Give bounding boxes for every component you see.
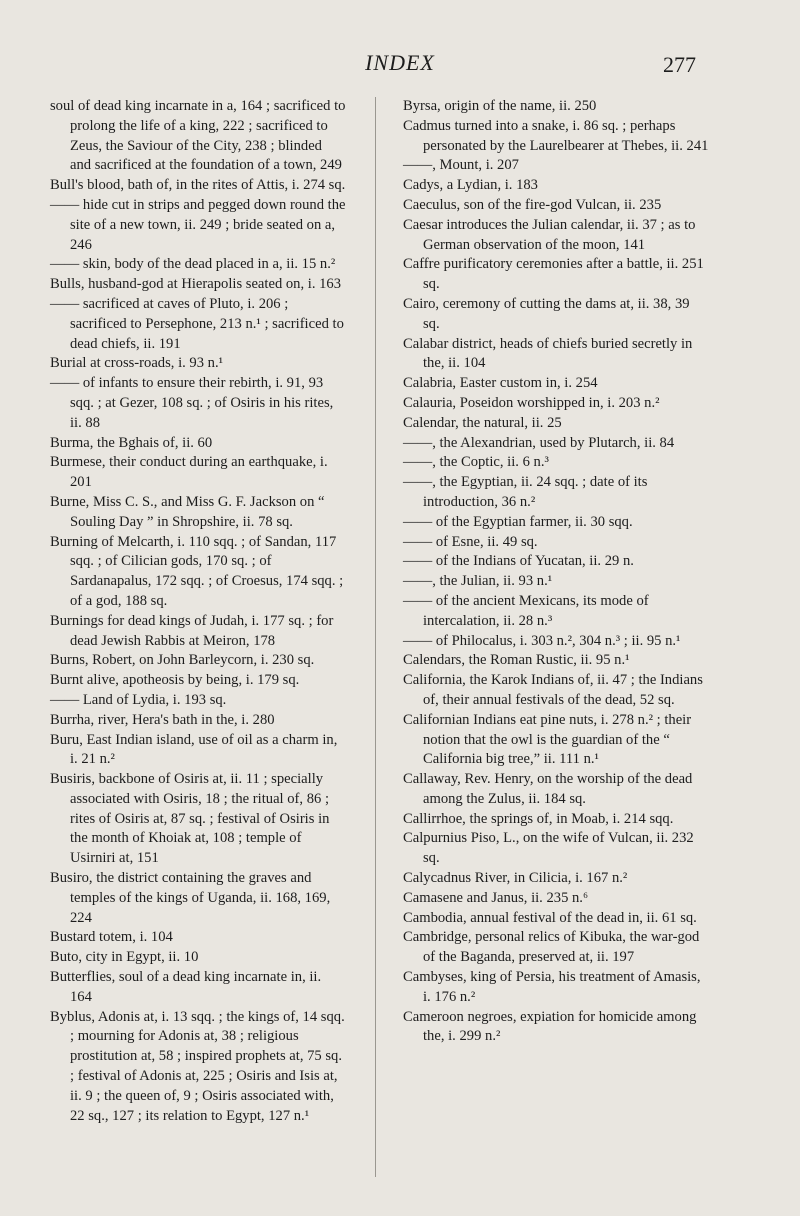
index-entry: Burial at cross-roads, i. 93 n.¹ — [50, 355, 223, 372]
index-entry: —— of infants to ensure their rebirth, i. 91, 93 sqq. ; at Gezer, 108 sq. ; of Osiris in his rites, ii. 88 — [50, 375, 334, 431]
index-entry: —— skin, body of the dead placed in a, ii. 15 n.² — [50, 256, 336, 273]
index-entry: Camasene and Janus, ii. 235 n.⁶ — [403, 889, 589, 906]
index-entry: —— sacrificed at caves of Pluto, i. 206 ; sacrificed to Persephone, 213 n.¹ ; sacrificed to dead chiefs, ii. 191 — [50, 295, 344, 352]
index-entry: —— of the Indians of Yucatan, ii. 29 n. — [403, 553, 634, 570]
index-entry: Calendars, the Roman Rustic, ii. 95 n.¹ — [403, 652, 630, 669]
index-entry: Busiris, backbone of Osiris at, ii. 11 ; specially associated with Osiris, 18 ; the ritual of, 86 ; rites of Osiris at, 87 sq. ; festival of Osiris in the month of Khoiak at, 108 ; temple of Usirniri at, 151 — [50, 771, 330, 867]
index-entry: Burrha, river, Hera's bath in the, i. 280 — [50, 711, 275, 728]
index-entry: Calycadnus River, in Cilicia, i. 167 n.² — [403, 870, 628, 887]
index-entry: Calabria, Easter custom in, i. 254 — [403, 375, 598, 392]
index-entry: Cadmus turned into a snake, i. 86 sq. ; perhaps personated by the Laurelbearer at Thebes, ii. 241 — [403, 117, 709, 154]
running-title: INDEX — [365, 50, 435, 75]
index-entry: Butterflies, soul of a dead king incarnate in, ii. 164 — [50, 969, 322, 1005]
index-entry: —— Land of Lydia, i. 193 sq. — [50, 691, 227, 708]
index-entry: Caffre purificatory ceremonies after a battle, ii. 251 sq. — [403, 256, 704, 293]
index-entry: Californian Indians eat pine nuts, i. 278 n.² ; their notion that the owl is the guardian of the “ California big tree,” ii. 111 n.¹ — [403, 711, 692, 768]
index-entry: Byblus, Adonis at, i. 13 sqq. ; the kings of, 14 sqq. ; mourning for Adonis at, 38 ; religious prostitution at, 58 ; inspired prophets at, 75 sq. ; festival of Adonis at, 225 ; Osiris and Isis at, ii. 9 ; the queen of, 9 ; Osiris associated with, 22 sq., 127 ; its relation to Egypt, 127 n.¹ — [50, 1008, 345, 1124]
index-entry: Cairo, ceremony of cutting the dams at, ii. 38, 39 sq. — [403, 295, 690, 332]
index-entry: ——, the Alexandrian, used by Plutarch, ii. 84 — [403, 434, 675, 451]
index-entry: ——, the Coptic, ii. 6 n.³ — [403, 454, 549, 471]
index-entry: ——, the Julian, ii. 93 n.¹ — [403, 573, 553, 590]
page-number: 277 — [663, 52, 696, 77]
index-entry: Bull's blood, bath of, in the rites of Attis, i. 274 sq. — [50, 177, 346, 194]
index-entry: Burne, Miss C. S., and Miss G. F. Jackson on “ Souling Day ” in Shropshire, ii. 78 sq. — [50, 493, 325, 530]
index-entry: Cameroon negroes, expiation for homicide among the, i. 299 n.² — [403, 1008, 697, 1045]
index-entry: Cadys, a Lydian, i. 183 — [403, 177, 538, 194]
index-entry: Caeculus, son of the fire-god Vulcan, ii. 235 — [403, 196, 662, 213]
index-entry: ——, Mount, i. 207 — [403, 157, 519, 174]
index-entry: —— hide cut in strips and pegged down round the site of a new town, ii. 249 ; bride seated on a, 246 — [50, 196, 346, 253]
index-entry: —— of Esne, ii. 49 sq. — [403, 533, 538, 550]
index-entry: Burma, the Bghais of, ii. 60 — [50, 434, 213, 451]
running-head — [0, 50, 800, 80]
index-entry: soul of dead king incarnate in a, 164 ; sacrificed to prolong the life of a king, 222 ; sacrificed to Zeus, the Saviour of the City, 238 ; blinded and sacrificed at the foundation of a town, 249 — [50, 98, 346, 174]
index-entry: Burnings for dead kings of Judah, i. 177 sq. ; for dead Jewish Rabbis at Meiron, 178 — [50, 612, 334, 649]
index-entry: —— of the ancient Mexicans, its mode of intercalation, ii. 28 n.³ — [403, 592, 649, 629]
index-entry: California, the Karok Indians of, ii. 47 ; the Indians of, their annual festivals of the dead, 52 sq. — [403, 672, 703, 708]
index-entry: Byrsa, origin of the name, ii. 250 — [403, 98, 597, 114]
index-entry: Buto, city in Egypt, ii. 10 — [50, 949, 199, 966]
index-entry: Cambodia, annual festival of the dead in, ii. 61 sq. — [403, 909, 697, 926]
index-entry: Bustard totem, i. 104 — [50, 929, 173, 946]
index-entry: Callirrhoe, the springs of, in Moab, i. 214 sqq. — [403, 810, 674, 827]
index-entry: Cambyses, king of Persia, his treatment of Amasis, i. 176 n.² — [403, 969, 701, 1005]
index-entry: Calabar district, heads of chiefs buried secretly in the, ii. 104 — [403, 335, 693, 372]
index-entry: Cambridge, personal relics of Kibuka, the war-god of the Baganda, preserved at, ii. 197 — [403, 929, 700, 966]
index-entry: Buru, East Indian island, use of oil as a charm in, i. 21 n.² — [50, 731, 338, 768]
index-column-right — [403, 97, 709, 1047]
index-entry: Calpurnius Piso, L., on the wife of Vulcan, ii. 232 sq. — [403, 830, 694, 867]
index-entry: Calendar, the natural, ii. 25 — [403, 414, 562, 431]
index-entry: Caesar introduces the Julian calendar, ii. 37 ; as to German observation of the moon, 141 — [403, 216, 696, 253]
index-entry: —— of Philocalus, i. 303 n.², 304 n.³ ; ii. 95 n.¹ — [403, 632, 681, 649]
index-entry: Burning of Melcarth, i. 110 sqq. ; of Sandan, 117 sqq. ; of Cilician gods, 170 sq. ; of Sardanapalus, 172 sqq. ; of Croesus, 174 sqq. ; of a god, 188 sq. — [50, 533, 344, 609]
index-entry: Bulls, husband-god at Hierapolis seated on, i. 163 — [50, 276, 342, 293]
index-entry: —— of the Egyptian farmer, ii. 30 sqq. — [403, 513, 633, 530]
index-entry: Burns, Robert, on John Barleycorn, i. 230 sq. — [50, 652, 315, 669]
index-entry: Burmese, their conduct during an earthquake, i. 201 — [50, 454, 328, 491]
column-divider — [375, 97, 376, 1177]
index-entry: Calauria, Poseidon worshipped in, i. 203 n.² — [403, 394, 660, 411]
index-entry: ——, the Egyptian, ii. 24 sqq. ; date of its introduction, 36 n.² — [403, 474, 648, 510]
index-entry: Burnt alive, apotheosis by being, i. 179 sq. — [50, 672, 300, 689]
index-entry: Callaway, Rev. Henry, on the worship of the dead among the Zulus, ii. 184 sq. — [403, 771, 693, 807]
index-column-left — [50, 97, 346, 1126]
index-entry: Busiro, the district containing the graves and temples of the kings of Uganda, ii. 168, 169, 224 — [50, 870, 331, 926]
